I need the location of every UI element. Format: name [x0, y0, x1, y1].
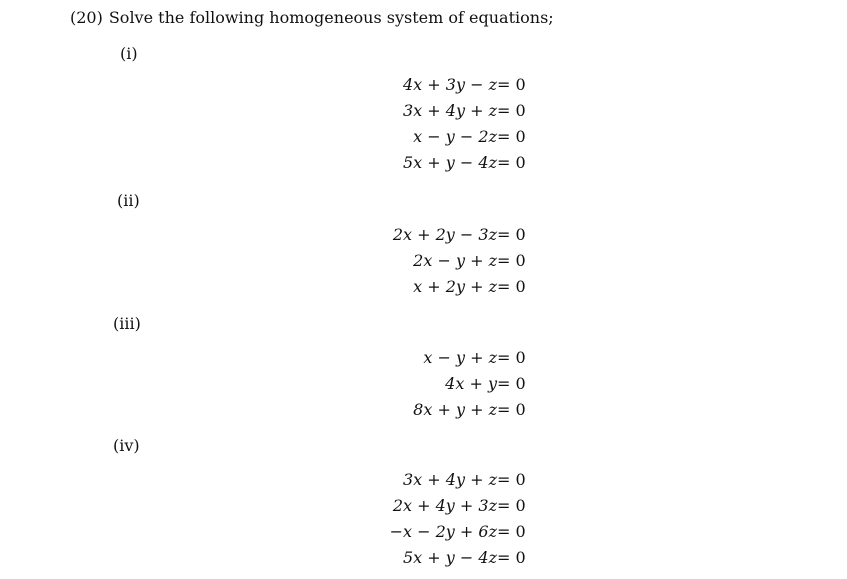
- equation-row: [367, 469, 647, 491]
- equation-row: [367, 152, 647, 174]
- equation-row: [367, 521, 647, 543]
- equation-row: [367, 373, 647, 395]
- equation-row: [367, 74, 647, 96]
- equation-row: [367, 100, 647, 122]
- equation-row: [367, 250, 647, 272]
- equation-lhs: 5x + y − 4z: [402, 153, 497, 172]
- equation-lhs: 4x + 3y − z: [402, 75, 497, 94]
- equation-row: [367, 347, 647, 369]
- equation-row: [367, 495, 647, 517]
- equation-lhs: 2x + 4y + 3z: [392, 496, 497, 515]
- equation-row: [367, 399, 647, 421]
- problem-heading: [70, 7, 554, 29]
- equation-lhs: 2x + 2y − 3z: [392, 225, 497, 244]
- equation-rhs: = 0: [497, 470, 526, 489]
- equation-rhs: = 0: [497, 400, 526, 419]
- equation-rhs: = 0: [497, 522, 526, 541]
- equation-rhs: = 0: [497, 225, 526, 244]
- equation-lhs: 8x + y + z: [413, 400, 497, 419]
- equation-rhs: = 0: [497, 101, 526, 120]
- part-label-ii: (ii): [117, 191, 140, 210]
- equation-rhs: = 0: [497, 348, 526, 367]
- equation-rhs: = 0: [497, 251, 526, 270]
- equation-row: [367, 126, 647, 148]
- equation-lhs: x − y − 2z: [413, 127, 497, 146]
- equation-lhs: 2x − y + z: [413, 251, 497, 270]
- equation-lhs: x − y + z: [423, 348, 497, 367]
- equation-row: [367, 547, 647, 569]
- problem-instruction: Solve the following homogeneous system of equations;: [108, 8, 554, 27]
- equation-rhs: = 0: [497, 127, 526, 146]
- equation-lhs: −x − 2y + 6z: [389, 522, 497, 541]
- equation-lhs: 5x + y − 4z: [402, 548, 497, 567]
- part-label-iii: (iii): [113, 314, 141, 333]
- equation-lhs: 3x + 4y + z: [402, 101, 497, 120]
- equation-rhs: = 0: [497, 153, 526, 172]
- equation-rhs: = 0: [497, 374, 526, 393]
- equation-row: [367, 224, 647, 246]
- part-label-i: (i): [120, 44, 138, 63]
- equation-row: [367, 276, 647, 298]
- equation-lhs: x + 2y + z: [413, 277, 497, 296]
- problem-number: (20): [70, 8, 103, 27]
- equation-lhs: 3x + 4y + z: [402, 470, 497, 489]
- part-label-iv: (iv): [113, 436, 140, 455]
- equation-rhs: = 0: [497, 548, 526, 567]
- equation-rhs: = 0: [497, 496, 526, 515]
- equation-rhs: = 0: [497, 277, 526, 296]
- equation-rhs: = 0: [497, 75, 526, 94]
- equation-lhs: 4x + y: [445, 374, 497, 393]
